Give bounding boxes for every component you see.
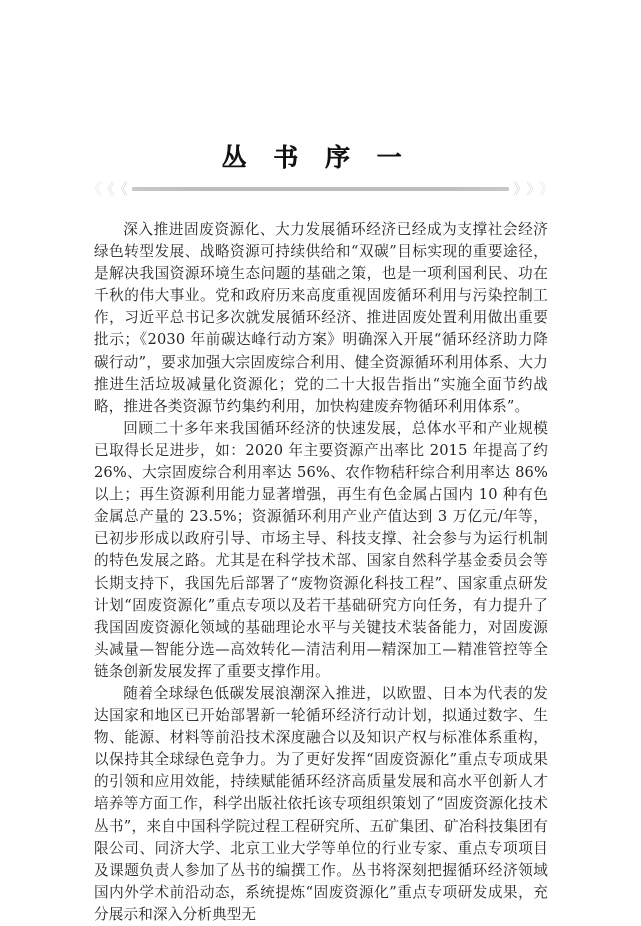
paragraph: 深入推进固废资源化、大力发展循环经济已经成为支撑社会经济绿色转型发展、战略资源可持续供给和“双碳”目标实现的重要途径，是解决我国资源环境生态问题的基础之策，也是一项利国利民、功在千秋的伟大事业。党和政府历来高度重视固废循环利用与污染控制工作，习近平总书记多次就发展循环经济、推进固废处置利用做出重要批示；《2030 年前碳达峰行动方案》明确深入开展“循环经济助力降碳行动”，要求加强大宗固废综合利用、健全资源循环利用体系、大力推进生活垃圾减量化资源化；党的二十大报告指出“实施全面节约战略，推进各类资源节约集约利用，加快构建废弃物循环利用体系”。 xyxy=(94,221,548,415)
paragraph: 回顾二十多年来我国循环经济的快速发展，总体水平和产业规模已取得长足进步，如：2020 年主要资源产出率比 2015 年提高了约 26%、大宗固废综合利用率达 56%、农作物秸秆综合利用率达 86%以上；再生资源利用能力显著增强，再生有色金属占国内 10 种有色金属总产量的 23.5%；资源循环利用产业产值达到 3 万亿元/年等，已初步形成以政府引导、市场主导、科技支撑、社会参与为运行机制的特色发展之路。尤其是在科学技术部、国家自然科学基金委员会等长期支持下，我国先后部署了“废物资源化科技工程”、国家重点研发计划“固废资源化”重点专项以及若干基础研究方向任务，有力提升了我国固废资源化领域的基础理论水平与关键技术装备能力，对固废源头减量—智能分选—高效转化—清洁利用—精深加工—精准管控等全链条创新发展发挥了重要支撑作用。 xyxy=(94,419,548,680)
chevron-right-icon: 》 xyxy=(512,179,528,198)
chevron-right-icon: 》 xyxy=(525,179,541,198)
chevron-left-icon: 《 xyxy=(113,179,129,198)
title-block xyxy=(88,142,553,196)
divider-line xyxy=(132,187,509,191)
chevron-left-icon: 《 xyxy=(100,179,116,198)
chevron-right-icon: 》 xyxy=(538,179,554,198)
chevron-left-icon: 《 xyxy=(87,179,103,198)
right-chevron-group xyxy=(512,179,554,198)
paragraph: 随着全球绿色低碳发展浪潮深入推进，以欧盟、日本为代表的发达国家和地区已开始部署新一轮循环经济行动计划，拟通过数字、生物、能源、材料等前沿技术深度融合以及知识产权与标准体系重构，以保持其全球绿色竞争力。为了更好发挥“固废资源化”重点专项成果的引领和应用效能，持续赋能循环经济高质量发展和高水平创新人才培养等方面工作，科学出版社依托该专项组织策划了“固废资源化技术丛书”，来自中国科学院过程工程研究所、五矿集团、矿冶科技集团有限公司、同济大学、北京工业大学等单位的行业专家、重点专项项目及课题负责人参加了丛书的编撰工作。丛书将深刻把握循环经济领域国内外学术前沿动态，系统提炼“固废资源化”重点专项研发成果，充分展示和深入分析典型无 xyxy=(94,684,548,923)
title-divider xyxy=(87,179,554,198)
body-text xyxy=(94,219,548,926)
left-chevron-group xyxy=(87,179,129,198)
page-title: 丛 书 序 一 xyxy=(221,143,411,172)
